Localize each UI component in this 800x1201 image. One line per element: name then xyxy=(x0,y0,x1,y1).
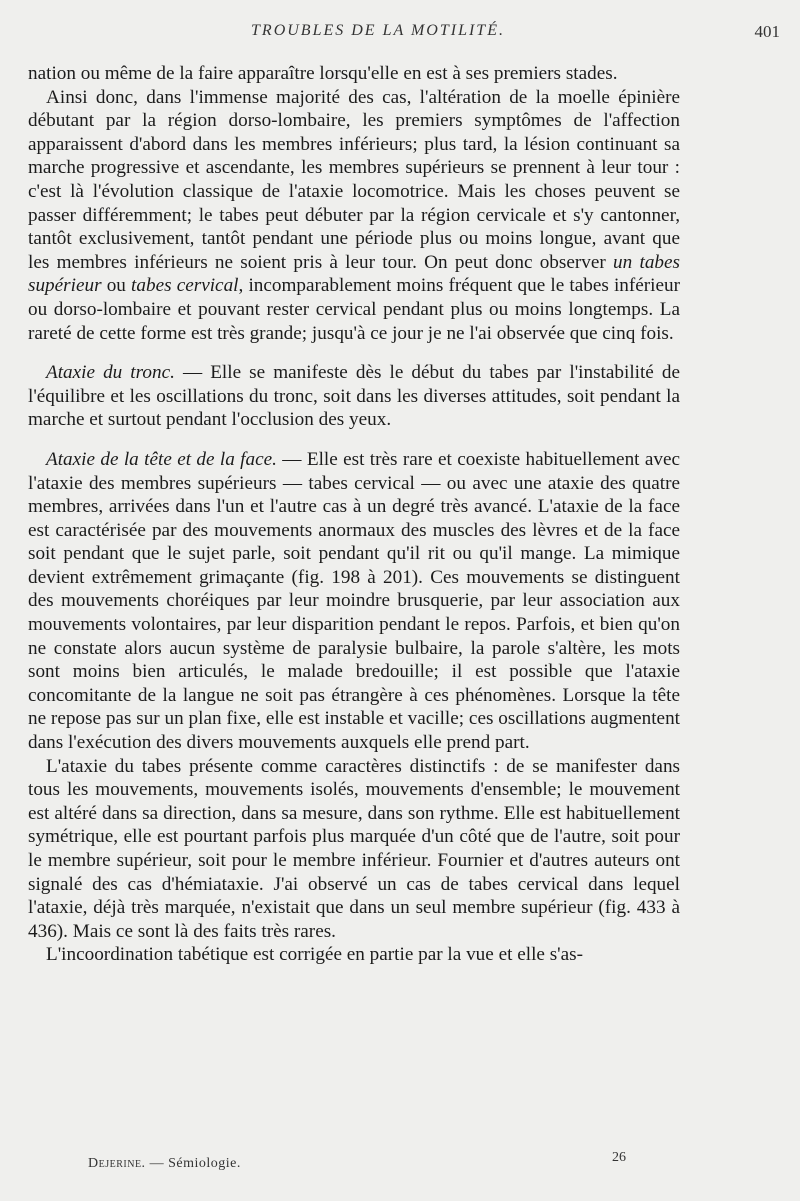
footer-author: Dejerine. xyxy=(88,1156,146,1171)
page-footer xyxy=(28,1150,680,1174)
paragraph-2-mid: ou xyxy=(101,275,132,297)
emphasis-tabes-cervical: tabes cervical xyxy=(131,275,239,297)
paragraph-5 xyxy=(28,755,680,944)
section-heading-tete-face: Ataxie de la tête et de la face. xyxy=(46,448,277,470)
paragraph-6-text: L'incoordination tabétique est corrigée en partie par la vue et elle s'as- xyxy=(46,944,584,966)
paragraph-1-text: nation ou même de la faire apparaître lorsqu'elle en est à ses premiers stades. xyxy=(28,63,618,84)
running-head xyxy=(28,22,780,46)
section-text-tronc: — Elle se manifeste dès le début du tabes par l'instabilité de l'équilibre et les oscillations du tronc, soit dans les diverses attitudes, soit pendant la marche et surtout pendant l'occlusion des yeux. xyxy=(28,362,680,431)
section-ataxie-tronc xyxy=(28,361,680,432)
footer-book: Sémiologie. xyxy=(168,1156,241,1171)
body-text xyxy=(28,62,680,967)
footer-citation xyxy=(88,1156,241,1172)
section-text-tete-face: — Elle est très rare et coexiste habituellement avec l'ataxie des membres supérieurs — tabes cervical — ou avec une ataxie des quatre membres, arrivées dans l'un et l'autre cas à un degré très avancé. L'ataxie de la face est caractérisée par des mouvements anormaux des muscles des lèvres et de la face soit pendant que le sujet parle, soit pendant qu'il rit ou qu'il mange. La mimique devient extrêmement grimaçante (fig. 198 à 201). Ces mouvements se distinguent des mouvements choréiques par leur moindre brusquerie, par leur association aux mouvements volontaires, par leur disparition pendant le repos. Parfois, et bien qu'on ne constate alors aucun système de paralysie bulbaire, la parole s'altère, les mots sont moins bien articulés, le malade bredouille; il est possible que l'ataxie concomitante de la langue ne soit pas étrangère à ces phénomènes. Lorsque la tête ne repose pas sur un plan fixe, elle est instable et vacille; ces oscillations augmentent dans l'exécution des divers mouvements auxquels elle prend part. xyxy=(28,448,681,754)
paragraph-5-text: L'ataxie du tabes présente comme caractères distinctifs : de se manifester dans tous les mouvements, mouvements isolés, mouvements d'ensemble; le mouvement est altéré dans sa direction, dans sa mesure, dans son rythme. Elle est habituellement symétrique, elle est pourtant parfois plus marquée d'un côté que de l'autre, soit pour le membre supérieur, soit pour le membre inférieur. Fournier et d'autres auteurs ont signalé des cas d'hémiataxie. J'ai observé un cas de tabes cervical dans lequel l'ataxie, déjà très marquée, n'existait que dans un seul membre supérieur (fig. 433 à 436). Mais ce sont là des faits très rares. xyxy=(28,755,680,942)
paragraph-2-rest: , incomparablement moins fréquent que le tabes inférieur ou dorso-lombaire et pouvant rester cervical pendant plus ou moins longtemps. La rareté de cette forme est très grande; jusqu'à ce jour je ne l'ai observée que cinq fois. xyxy=(28,275,680,344)
paragraph-6 xyxy=(28,943,680,967)
section-ataxie-tete-face xyxy=(28,448,680,755)
footer-dash: — xyxy=(145,1156,169,1171)
emphasis-tabes-superieur: un tabes supérieur xyxy=(28,251,680,297)
running-title: TROUBLES DE LA MOTILITÉ. xyxy=(251,22,505,39)
section-heading-tronc: Ataxie du tronc. xyxy=(46,362,175,384)
page-number: 401 xyxy=(754,22,780,41)
paragraph-2 xyxy=(28,86,680,346)
paragraph-2-text: Ainsi donc, dans l'immense majorité des cas, l'altération de la moelle épinière débutant par la région dorso-lombaire, les premiers symptômes de l'affection apparaissent d'abord dans les membres inférieurs; plus tard, la lésion continuant sa marche progressive et ascendante, les membres supérieurs se prennent à leur tour : c'est là l'évolution classique de l'ataxie locomotrice. Mais les choses peuvent se passer différemment; le tabes peut débuter par la région cervicale et s'y cantonner, tantôt exclusivement, tantôt pendant une période plus ou moins longue, avant que les membres inférieurs ne soient pris à leur tour. On peut donc observer xyxy=(28,86,680,273)
signature-mark: 26 xyxy=(612,1150,626,1165)
paragraph-1 xyxy=(28,62,680,86)
